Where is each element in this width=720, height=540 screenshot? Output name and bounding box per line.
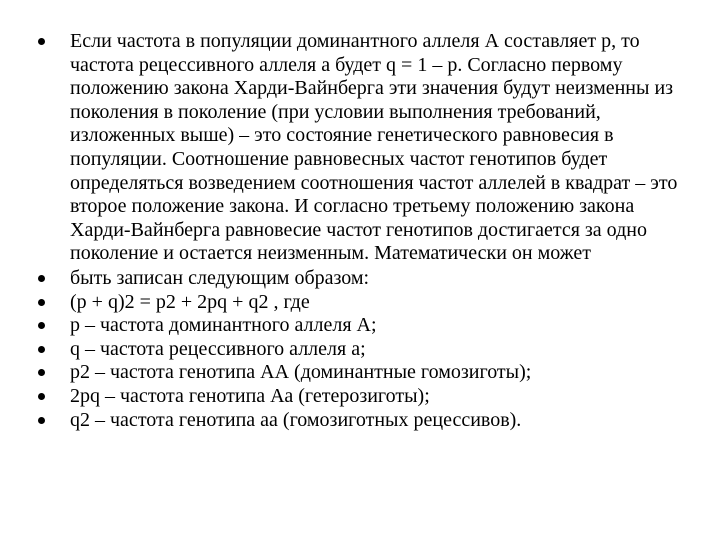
bullet-text: (р + q)2 = р2 + 2pq + q2 , где: [70, 290, 310, 313]
bullet-item: [38, 314, 688, 338]
bullet-text: быть записан следующим образом:: [70, 266, 370, 289]
bullet-text: Если частота в популяции доминантного аллеля А составляет р, то частота рецессивного аллеля а будет q = 1 – р. Согласно первому положению закона Харди-Вайнберга эти значения будут неизменны из поколения в поколение (при условии выполнения требований, изложенных выше) – это состояние генетического равновесия в популяции. Соотношение равновесных частот генотипов будет определяться возведением соотношения частот аллелей в квадрат – это второе положение закона. И согласно третьему положению закона Харди-Вайнберга равновесие частот генотипов достигается за одно поколение и остается неизменным. Математически он может: [70, 30, 678, 265]
bullet-item: [38, 30, 688, 266]
bullet-text: q2 – частота генотипа аа (гомозиготных рецессивов).: [70, 408, 522, 431]
bullet-dot-icon: [38, 38, 45, 45]
bullet-item: [38, 338, 688, 362]
bullet-dot-icon: [38, 369, 45, 376]
bullet-dot-icon: [38, 417, 45, 424]
bullet-item: [38, 409, 688, 433]
bullet-item: [38, 385, 688, 409]
bullet-dot-icon: [38, 393, 45, 400]
bullet-text: q – частота рецессивного аллеля а;: [70, 337, 366, 360]
bullet-text: р – частота доминантного аллеля А;: [70, 314, 377, 337]
bullet-dot-icon: [38, 275, 45, 282]
bullet-dot-icon: [38, 346, 45, 353]
bullet-item: [38, 267, 688, 291]
bullet-dot-icon: [38, 299, 45, 306]
bullet-dot-icon: [38, 322, 45, 329]
bullet-item: [38, 361, 688, 385]
bullet-text: 2pq – частота генотипа Аа (гетерозиготы);: [70, 384, 430, 407]
bullet-text: р2 – частота генотипа АА (доминантные гомозиготы);: [70, 361, 532, 384]
bullet-list: [38, 30, 688, 432]
bullet-item: [38, 291, 688, 315]
